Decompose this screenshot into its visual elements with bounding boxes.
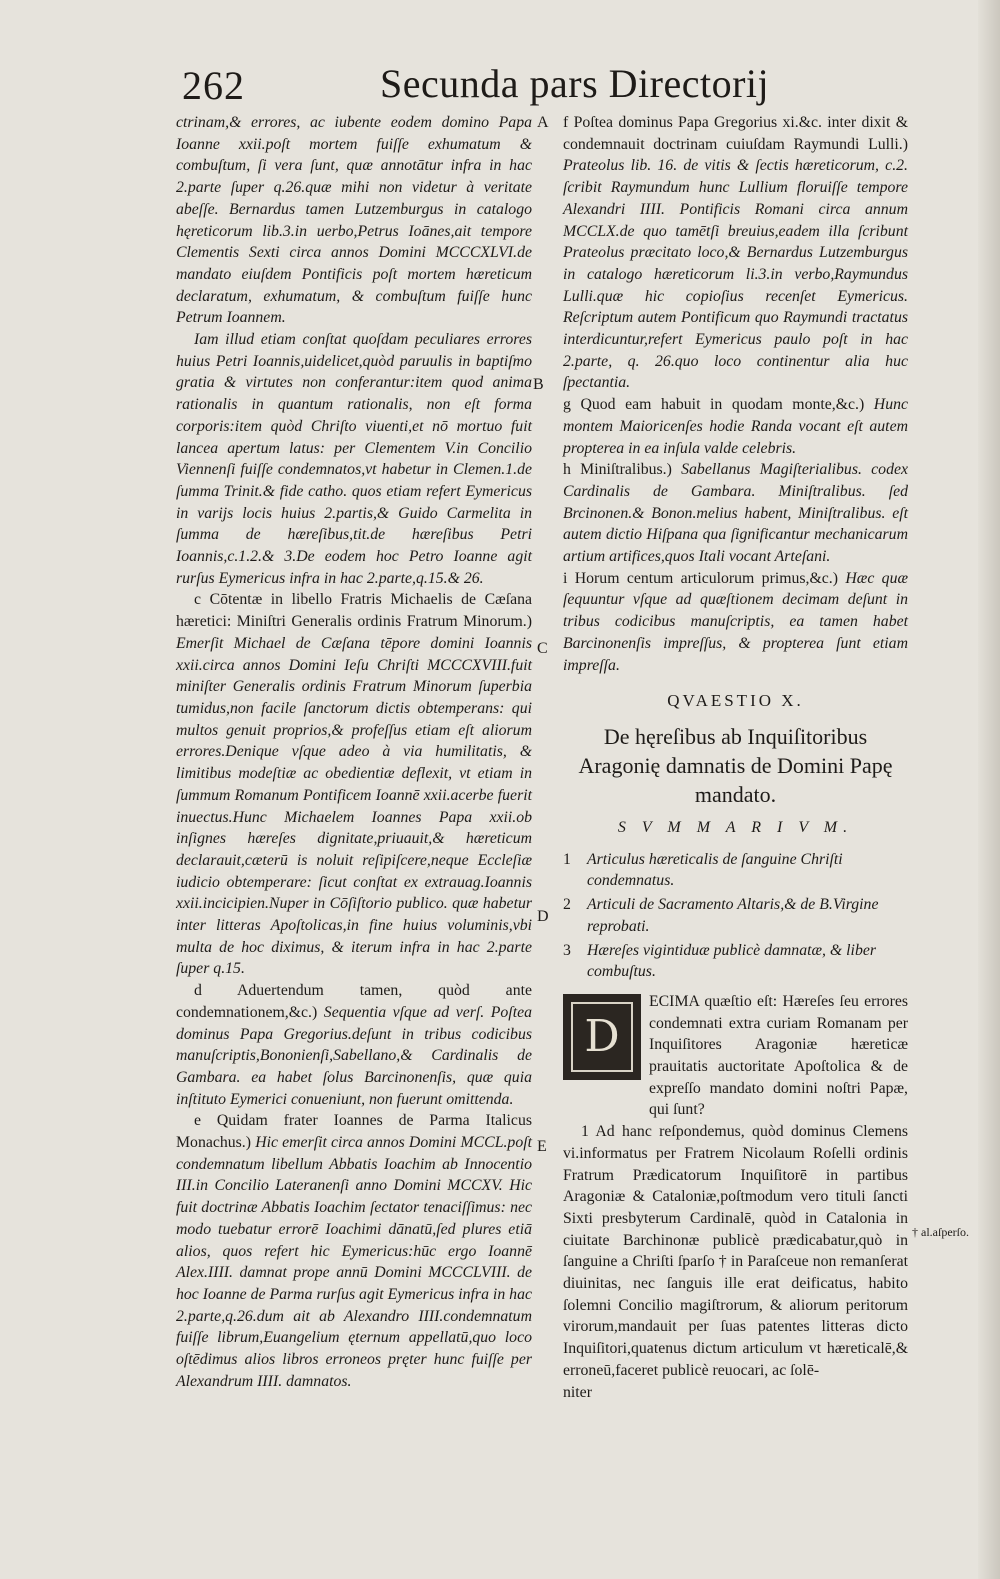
- note-h: [563, 459, 908, 568]
- margin-letter-b: B: [533, 376, 544, 393]
- summarium-label: S V M M A R I V M.: [617, 818, 854, 836]
- paragraph-number: 1: [581, 1123, 589, 1141]
- note-letter: e: [194, 1112, 202, 1130]
- note-gloss: Hunc montem Maioricenſes hodie Randa vocant eſt autem propterea in ea inſula valde celebris.: [563, 396, 909, 457]
- note-lemma: Quidam frater Ioannes de Parma Italicus Monachus.): [176, 1112, 532, 1152]
- opening-block: [563, 991, 908, 1121]
- paragraph-text: Ad hanc reſpondemus, quòd dominus Clemens vi.informatus per Fratrem Nicolaum Roſelli ordinis Fratrum Prædicatorum Inquiſitorē in partibus Aragoniæ & Cataloniæ,poſtmodum vero tituli ſancti Sixti presbyterum Cardinalē, quòd in Catalonia in ciuitate Barchinonæ publicè prædicabatur,quò in ſanguine a Chriſti ſparſo † in Paraſceue non remanſerat diuinitas, nec ſanguis ille erat deificatus, habito ſolemni Concilio magiſtrorum, & aliorum peritorum virorum,mandauit per ſuas patentes litteras dicto Inquiſitori,quatenus dictum articulum vt hæreticalē,& erroneū,faceret publicè reuocari, ac ſolē-: [563, 1123, 909, 1379]
- margin-letter-a: A: [537, 114, 549, 131]
- note-g: [563, 394, 908, 459]
- question-title: De hęreſibus ab Inquiſitoribus Aragonię damnatis de Domini Papę mandato.: [578, 723, 893, 807]
- summary-item-number: 1: [563, 850, 571, 868]
- question-number: QVAESTIO X.: [667, 691, 804, 711]
- note-letter: d: [194, 982, 202, 1000]
- margin-note: † al.aſperſo.: [912, 1225, 969, 1239]
- margin-letter-d: D: [537, 908, 549, 925]
- page-number: 262: [182, 63, 245, 108]
- initial-letter: D: [571, 1002, 633, 1072]
- margin-letter-c: C: [537, 640, 548, 657]
- note-lemma: Horum centum articulorum primus,&c.): [574, 569, 839, 587]
- response-paragraph: [563, 1121, 908, 1381]
- right-column: [563, 112, 908, 1403]
- summary-item-number: 2: [563, 896, 571, 914]
- note-gloss: Hæc quæ ſequuntur vſque ad quæſtionem decimam deſunt in tribus codicibus manuſcriptis, ea tamen habet Barcinonenſis impreſſus, & propterea ſunt etiam impreſſa.: [563, 569, 908, 674]
- note-letter: f: [563, 114, 569, 131]
- note-gloss: Sequentia vſque ad verſ. Poſtea dominus Papa Gregorius.deſunt in tribus codicibus manuſcriptis,Bononienſi,Sabellano,& Cardinalis de Gambara. ea habet ſolus Barcinonenſis, quæ quia inſtituto Eymerici conueniunt, non fuerunt omittenda.: [176, 1003, 532, 1108]
- note-letter: i: [563, 569, 568, 587]
- note-c: [176, 589, 532, 980]
- note-letter: h: [563, 461, 571, 479]
- catchword: niter: [563, 1383, 592, 1401]
- decorated-initial: [563, 994, 641, 1080]
- running-head: Secunda pars Directorij: [380, 61, 770, 106]
- paragraph-petrus-ioannes: ctrinam,& errores, ac iubente eodem domino Papa Ioanne xxii.poſt mortem fuiſſe exhumatum & combuſtum, ſi vera ſunt, quæ annotātur infra in hac 2.parte ſuper q.26.quæ mihi non videtur à veritate abeſſe. Bernardus tamen Lutzemburgus in catalogo hęreticorum lib.3.in uerbo,Petrus Ioānes,ait tempore Clementis Sexti circa annos Domini MCCCXLVI.de mandato eiuſdem Pontificis poſt mortem hæreticum declaratum, exhumatum, & combuſtum fuiſſe hunc Petrum Ioannem.: [176, 114, 532, 327]
- summary-item: [563, 849, 908, 892]
- note-i: [563, 568, 908, 677]
- note-gloss: Sabellanus Magiſterialibus. codex Cardinalis de Gambara. Miniſtralibus. ſed Brcinonen.& Bonon.melius habent, Miniſtralibus. eſt autem dictio Hiſpana qua ſignificantur mechanicarum artium artifices,quos Itali vocant Arteſani.: [563, 461, 909, 566]
- note-d: [176, 980, 532, 1110]
- summary-item-text: Hæreſes vigintiduæ publicè damnatæ, & liber combuſtus.: [587, 941, 877, 981]
- summary-item: [563, 940, 908, 983]
- note-gloss: Hic emerſit circa annos Domini MCCL.poſt condemnatum libellum Abbatis Ioachim ab Innocentio III.in Concilio Lateranenſi anno Domini MCCXV. Hic fuit doctrinæ Abbatis Ioachim ſectator tenaciſſimus: nec modo tuebatur errorē Ioachimi dānatū,ſed plures etiā alios, quos refert hic Eymericus:hūc ergo Ioannē Alex.IIII. damnat prope annū Domini MCCCLVIII. de hoc Ioanne de Parma rurſus agit Eymericus infra in hac 2.parte,q.26.dum ait ab Alexandro IIII.condemnatum fuiſſe librum,Euangelium ęternum appellatū,quo loco oſtēdimus alios libros erroneos pręter hunc fuiſſe per Alexandrum IIII. damnatos.: [176, 1134, 533, 1390]
- left-column: [176, 112, 532, 1392]
- note-lemma: Cōtentæ in libello Fratris Michaelis de Cæſana hæretici: Miniſtri Generalis ordinis Fratrum Minorum.): [176, 591, 533, 631]
- note-letter: c: [194, 591, 202, 609]
- question-opening: ECIMA quæſtio eſt: Hæreſes ſeu errores condemnati extra curiam Romanam per Inquiſitores Aragoniæ hæreticæ prauitatis auctoritate Apoſtolica & de expreſſo mandato domini noſtri Papæ, qui ſunt?: [649, 992, 908, 1119]
- summary-item-number: 3: [563, 941, 571, 959]
- note-f: [563, 112, 908, 394]
- margin-letter-e: E: [537, 1138, 547, 1155]
- note-e: [176, 1110, 532, 1392]
- note-lemma: Poſtea dominus Papa Gregorius xi.&c. inter dixit & condemnauit doctrinam cuiuſdam Raymundi Lulli.): [563, 114, 909, 153]
- note-gloss: Emerſit Michael de Cæſana tēpore domini Ioannis xxii.circa annos Domini Ieſu Chriſti MCCCXVIII.fuit miniſter Generalis ordinis Fratrum Minorum ſuperbia tumidus,non facile ſanctorum dictis obtemperans: qui multos genuit proprios,& profeſſus etiam eſt aliorum errores.Denique vſque adeo à via humilitatis, & limitibus modeſtiæ ac obedientiæ deflexit, vt etiam in ſummum Romanum Pontificem Ioannē xxii.acerbe fuerit inuectus.Hunc Michaelem Ioannes Papa xxii.ob inſignes hæreſes dignitate,priuauit,& hæreticum declarauit,cæterū is noluit reſipiſcere,neque Eccleſiæ iudicio obtemperare: ſicut conſtat ex extrauag.Ioannis xxii.incicipien.Nuper in Cōſiſtorio publico. quæ habetur inter litteras Apoſtolicas,in fine huius voluminis,vbi multa de hoc diximus, & iterum infra in hac 2.parte ſuper q.15.: [176, 634, 532, 978]
- note-lemma: Aduertendum tamen, quòd ante condemnationem,&c.): [176, 982, 532, 1021]
- summary-item-text: Articuli de Sacramento Altaris,& de B.Virgine reprobati.: [587, 896, 879, 935]
- note-lemma: Miniſtralibus.): [580, 461, 672, 479]
- note-letter: g: [563, 396, 571, 414]
- note-lemma: Quod eam habuit in quodam monte,&c.): [580, 396, 865, 414]
- summary-item: [563, 894, 908, 937]
- note-gloss: Prateolus lib. 16. de vitis & ſectis hæreticorum, c.2. ſcribit Raymundum hunc Lullium floruiſſe tempore Alexandri IIII. Pontificis Romani circa annum MCCLX.de quo tamētſi breuius,eadem illa ſcribunt Prateolus præcitato loco,& Bernardus Lutzemburgus in catalogo hæreticorum li.3.in verbo,Raymundus Lulli.quæ hic copioſius recenſet Eymericus. Reſcriptum autem Pontificum quo Raymundi tractatus interdicuntur,refert Eymericus paulo poſt in hac 2.parte, q. 26.quo loco continentur alia huc ſpectantia.: [563, 157, 908, 392]
- page-gutter-shadow: [978, 0, 1000, 1579]
- paragraph-errores: Iam illud etiam conſtat quoſdam peculiares errores huius Petri Ioannis,uidelicet,quòd paruulis in baptiſmo gratia & virtutes non conferantur:item quod anima rationalis in quantum rationalis, non eſt forma corporis:item quòd Chriſto viuenti,et nō mortuo fuit lancea apertum latus: per Clementem V.in Concilio Viennenſi fuiſſe condemnatos,vt habetur in Clemen.1.de ſumma Trinit.& fide catho. quos etiam refert Eymericus in varijs locis huius 2.partis,& Guido Carmelita in ſumma de hæreſibus,tit.de hæreſibus Petri Ioannis,c.1.2.& 3.De eodem hoc Petro Ioanne agit rurſus Eymericus infra in hac 2.parte,q.15.& 26.: [176, 331, 532, 587]
- summary-item-text: Articulus hæreticalis de ſanguine Chriſti condemnatus.: [587, 850, 843, 890]
